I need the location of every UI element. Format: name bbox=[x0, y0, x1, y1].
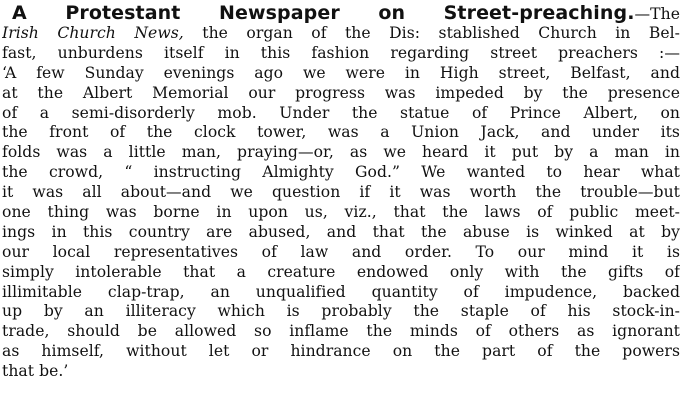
body-line-8: the crowd, “ instructing Almighty God.” We wanted to hear what bbox=[2, 163, 680, 182]
body-line-4: at the Albert Memorial our progress was impeded by the presence bbox=[2, 83, 680, 102]
body-line-15: up by an illiteracy which is probably the staple of his stock-in- bbox=[2, 302, 680, 321]
headline-line bbox=[2, 2, 680, 24]
body-line-1 bbox=[2, 24, 680, 44]
body-line-7: folds was a little man, praying—or, as we heard it put by a man in bbox=[2, 143, 680, 162]
headline: A Protestant Newspaper on Street-preaching. bbox=[12, 2, 635, 24]
body-line-18: that be.’ bbox=[2, 362, 69, 381]
body-line-9: it was all about—and we question if it was worth the trouble—but bbox=[2, 183, 680, 202]
body-line-13: simply intolerable that a creature endowed only with the gifts of bbox=[2, 262, 680, 281]
body-line-14: illimitable clap-trap, an unqualified quantity of impudence, backed bbox=[2, 282, 680, 301]
journal-name: Irish Church News, bbox=[2, 24, 184, 42]
body-line-10: one thing was borne in upon us, viz., that the laws of public meet- bbox=[2, 203, 680, 222]
body-line-16: trade, should be allowed so inflame the minds of others as ignorant bbox=[2, 322, 680, 341]
body-line-1-text: the organ of the Dis: stablished Church in Bel- bbox=[183, 24, 680, 42]
body-line-5: of a semi-disorderly mob. Under the statue of Prince Albert, on bbox=[2, 103, 680, 122]
body-line-11: ings in this country are abused, and that the abuse is winked at by bbox=[2, 222, 680, 241]
body-line-12: our local representatives of law and order. To our mind it is bbox=[2, 242, 680, 261]
body-line-17: as himself, without let or hindrance on the part of the powers bbox=[2, 342, 680, 361]
body-line-3: ‘A few Sunday evenings ago we were in High street, Belfast, and bbox=[2, 63, 680, 82]
headline-tail: —The bbox=[634, 5, 680, 23]
body-line-2: fast, unburdens itself in this fashion regarding street preachers :— bbox=[2, 43, 680, 62]
body-line-6: the front of the clock tower, was a Union Jack, and under its bbox=[2, 123, 680, 142]
